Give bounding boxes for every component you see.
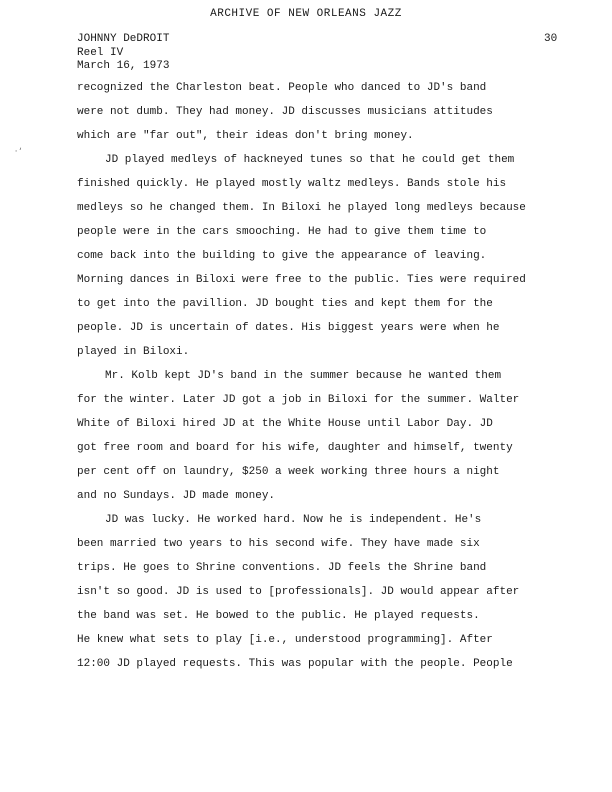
transcript-line: played in Biloxi.: [77, 346, 190, 358]
transcript-line: finished quickly. He played mostly waltz medleys. Bands stole his: [77, 178, 507, 190]
transcript-line: isn't so good. JD is used to [professionals]. JD would appear after: [77, 586, 520, 598]
transcript-line: trips. He goes to Shrine conventions. JD feels the Shrine band: [77, 562, 487, 574]
transcript-line: Morning dances in Biloxi were free to the public. Ties were required: [77, 274, 526, 286]
transcript-line: recognized the Charleston beat. People who danced to JD's band: [77, 82, 487, 94]
transcript-line: got free room and board for his wife, daughter and himself, twenty: [77, 442, 513, 454]
transcript-line: Mr. Kolb kept JD's band in the summer because he wanted them: [105, 370, 502, 382]
transcript-line: 12:00 JD played requests. This was popular with the people. People: [77, 658, 513, 670]
transcript-line: for the winter. Later JD got a job in Biloxi for the summer. Walter: [77, 394, 520, 406]
transcript-body: [77, 76, 582, 676]
archive-title: ARCHIVE OF NEW ORLEANS JAZZ: [210, 8, 402, 20]
transcript-line: been married two years to his second wife. They have made six: [77, 538, 480, 550]
transcript-line: per cent off on laundry, $250 a week working three hours a night: [77, 466, 500, 478]
transcript-line: He knew what sets to play [i.e., understood programming]. After: [77, 634, 493, 646]
interview-metadata: [77, 33, 169, 74]
transcript-line: JD was lucky. He worked hard. Now he is independent. He's: [105, 514, 482, 526]
interviewee-name: JOHNNY DeDROIT: [77, 33, 170, 45]
scan-speck: ·‘: [14, 148, 23, 156]
transcript-line: and no Sundays. JD made money.: [77, 490, 276, 502]
transcript-line: which are "far out", their ideas don't bring money.: [77, 130, 414, 142]
transcript-line: people. JD is uncertain of dates. His biggest years were when he: [77, 322, 500, 334]
transcript-line: White of Biloxi hired JD at the White House until Labor Day. JD: [77, 418, 493, 430]
transcript-line: JD played medleys of hackneyed tunes so that he could get them: [105, 154, 515, 166]
transcript-line: were not dumb. They had money. JD discusses musicians attitudes: [77, 106, 493, 118]
reel-label: Reel IV: [77, 46, 124, 59]
transcript-line: the band was set. He bowed to the public. He played requests.: [77, 610, 480, 622]
interview-date: March 16, 1973: [77, 60, 170, 72]
page-number: 30: [544, 33, 558, 45]
transcript-line: to get into the pavillion. JD bought ties and kept them for the: [77, 298, 493, 310]
transcript-line: come back into the building to give the appearance of leaving.: [77, 250, 487, 262]
transcript-line: people were in the cars smooching. He had to give them time to: [77, 226, 487, 238]
transcript-line: medleys so he changed them. In Biloxi he played long medleys because: [77, 202, 526, 214]
